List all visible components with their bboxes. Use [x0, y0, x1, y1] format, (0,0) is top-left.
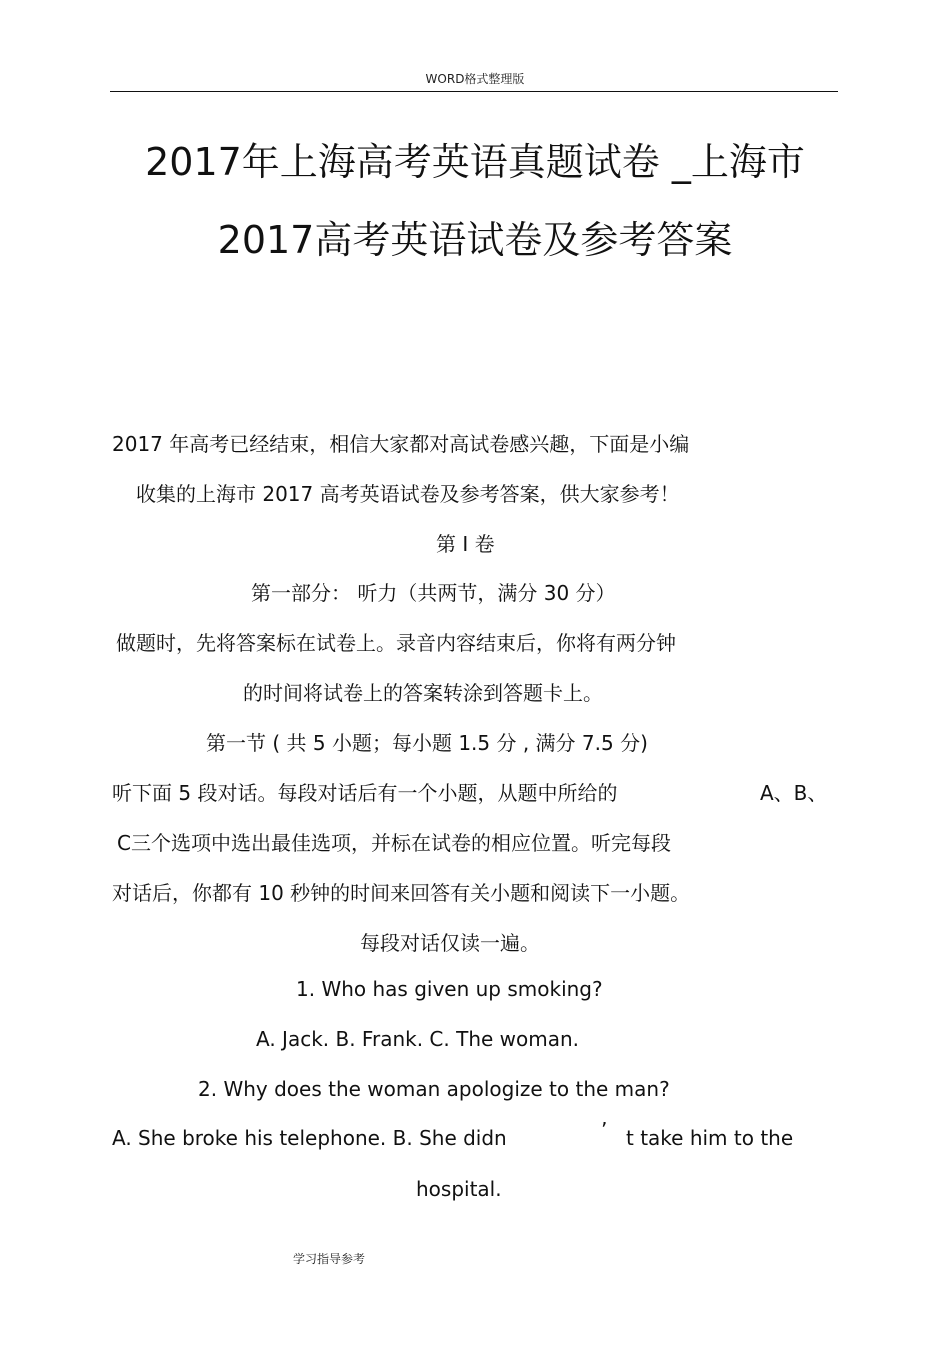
- instructions-line-1: 做题时，先将答案标在试卷上。录音内容结束后，你将有两分钟: [116, 631, 676, 655]
- question-2-option-b: t take him to the: [626, 1126, 794, 1150]
- question-2-option-end: hospital.: [416, 1177, 502, 1201]
- section-one-heading: 第一节 ( 共 5 小题；每小题 1.5 分 , 满分 7.5 分): [206, 731, 648, 755]
- question-2-apostrophe: ’: [601, 1118, 608, 1142]
- listening-instructions-line-3: 对话后，你都有 10 秒钟的时间来回答有关小题和阅读下一小题。: [112, 881, 691, 905]
- intro-paragraph-line-2: 收集的上海市 2017 高考英语试卷及参考答案，供大家参考！: [136, 482, 680, 506]
- document-title-line-1: 2017年上海高考英语真题试卷 _上海市: [145, 140, 805, 184]
- question-2: 2. Why does the woman apologize to the man?: [198, 1077, 670, 1101]
- volume-heading: 第 I 卷: [436, 532, 495, 556]
- question-1: 1. Who has given up smoking?: [296, 977, 603, 1001]
- instructions-line-2: 的时间将试卷上的答案转涂到答题卡上。: [243, 681, 603, 705]
- document-title-line-2: 2017高考英语试卷及参考答案: [217, 218, 733, 262]
- listening-instructions-line-1: 听下面 5 段对话。每段对话后有一个小题，从题中所给的: [112, 781, 618, 805]
- header-text: WORD格式整理版: [425, 72, 525, 86]
- listening-instructions-line-2: C三个选项中选出最佳选项，并标在试卷的相应位置。听完每段: [117, 831, 671, 855]
- question-2-option-a: A. She broke his telephone. B. She didn: [112, 1126, 507, 1150]
- part-one-heading: 第一部分： 听力（共两节，满分 30 分）: [251, 581, 616, 605]
- read-once-note: 每段对话仅读一遍。: [360, 931, 540, 955]
- footer-text: 学习指导参考: [293, 1252, 366, 1266]
- question-1-options: A. Jack. B. Frank. C. The woman.: [256, 1027, 580, 1051]
- listening-instructions-options: A、B、: [760, 781, 828, 805]
- intro-paragraph-line-1: 2017 年高考已经结束，相信大家都对高试卷感兴趣，下面是小编: [112, 432, 690, 456]
- header-divider: [110, 91, 838, 92]
